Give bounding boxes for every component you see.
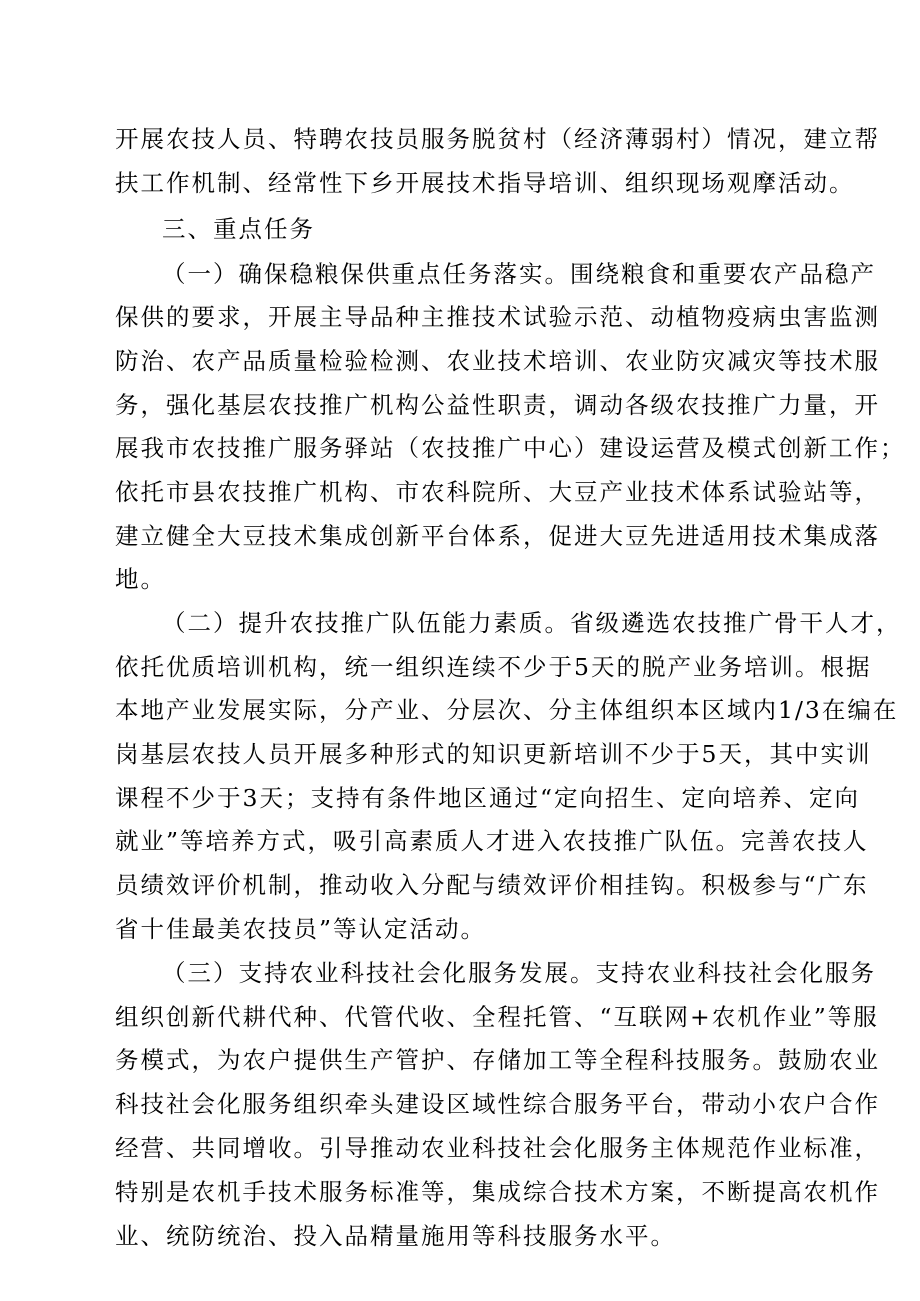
- paragraph-line: （一）确保稳粮保供重点任务落实。围绕粮食和重要农产品稳产: [162, 260, 876, 288]
- paragraph-line: （三）支持农业科技社会化服务发展。支持农业科技社会化服务: [162, 959, 876, 987]
- paragraph-line: 本地产业发展实际，分产业、分层次、分主体组织本区域内1/3在编在: [115, 696, 899, 724]
- paragraph-line: 建立健全大豆技术集成创新平台体系，促进大豆先进适用技术集成落: [115, 522, 880, 550]
- paragraph-line: 员绩效评价机制，推动收入分配与绩效评价相挂钩。积极参与“广东: [115, 871, 869, 899]
- paragraph-line: 扶工作机制、经常性下乡开展技术指导培训、组织现场观摩活动。: [115, 169, 855, 197]
- paragraph-line: 业、统防统治、投入品精量施用等科技服务水平。: [115, 1222, 676, 1250]
- section-heading: 三、重点任务: [162, 215, 315, 243]
- paragraph-line: 保供的要求，开展主导品种主推技术试验示范、动植物疫病虫害监测: [115, 303, 880, 331]
- paragraph-line: 课程不少于3天；支持有条件地区通过“定向招生、定向培养、定向: [115, 784, 860, 812]
- paragraph-line: 岗基层农技人员开展多种形式的知识更新培训不少于5天，其中实训: [115, 740, 872, 768]
- paragraph-line: 务模式，为农户提供生产管护、存储加工等全程科技服务。鼓励农业: [115, 1046, 880, 1074]
- paragraph-line: 省十佳最美农技员”等认定活动。: [115, 915, 487, 943]
- paragraph-line: 展我市农技推广服务驿站（农技推广中心）建设运营及模式创新工作；: [115, 434, 906, 462]
- paragraph-line: 就业”等培养方式，吸引高素质人才进入农技推广队伍。完善农技人: [115, 827, 869, 855]
- paragraph-line: 务，强化基层农技推广机构公益性职责，调动各级农技推广力量，开: [115, 391, 880, 419]
- paragraph-line: 经营、共同增收。引导推动农业科技社会化服务主体规范作业标准，: [115, 1134, 880, 1162]
- paragraph-line: 地。: [115, 565, 166, 593]
- paragraph-line: （二）提升农技推广队伍能力素质。省级遴选农技推广骨干人才，: [162, 609, 902, 637]
- paragraph-line: 科技社会化服务组织牵头建设区域性综合服务平台，带动小农户合作: [115, 1090, 880, 1118]
- paragraph-line: 特别是农机手技术服务标准等，集成综合技术方案，不断提高农机作: [115, 1178, 880, 1206]
- paragraph-line: 组织创新代耕代种、代管代收、全程托管、“互联网+农机作业”等服: [115, 1003, 879, 1031]
- paragraph-line: 依托优质培训机构，统一组织连续不少于5天的脱产业务培训。根据: [115, 653, 872, 681]
- paragraph-line: 防治、农产品质量检验检测、农业技术培训、农业防灾减灾等技术服: [115, 347, 880, 375]
- paragraph-line: 依托市县农技推广机构、市农科院所、大豆产业技术体系试验站等，: [115, 478, 880, 506]
- paragraph-line: 开展农技人员、特聘农技员服务脱贫村（经济薄弱村）情况，建立帮: [115, 125, 880, 153]
